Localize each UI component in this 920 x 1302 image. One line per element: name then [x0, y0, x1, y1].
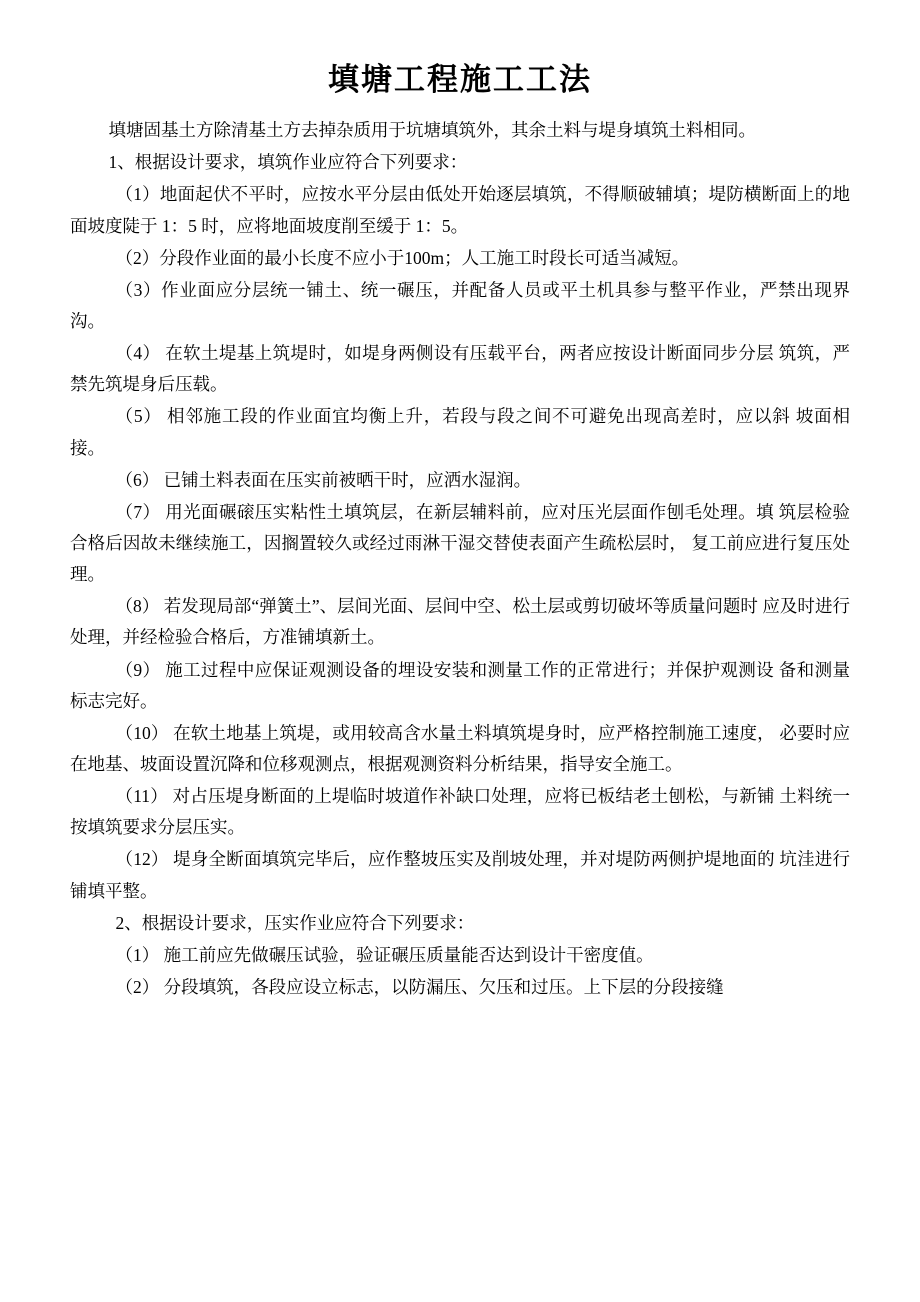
paragraph: 1、根据设计要求，填筑作业应符合下列要求：: [108, 152, 468, 173]
paragraph: （2） 分段填筑，各段应设立标志，以防漏压、欠压和过压。上下层的分段接缝: [115, 976, 724, 997]
paragraph: （2）分段作业面的最小长度不应小于100m；人工施工时段长可适当减短。: [115, 247, 690, 268]
paragraph: （8） 若发现局部“弹簧土”、层间光面、层间中空、松土层或剪切破坏等质量问题时 应及时进行处理，并经检验合格后，方准铺填新土。: [70, 596, 850, 648]
paragraph: （10） 在软土地基上筑堤，或用较高含水量土料填筑堤身时，应严格控制施工速度， 必要时应在地基、坡面设置沉降和位移观测点，根据观测资料分析结果，指导安全施工。: [70, 722, 850, 774]
document-body: [70, 115, 850, 1003]
paragraph: （12） 堤身全断面填筑完毕后，应作整坡压实及削坡处理，并对堤防两侧护堤地面的 坑洼进行铺填平整。: [70, 849, 850, 901]
paragraph: （6） 已铺土料表面在压实前被晒干时，应洒水湿润。: [115, 469, 532, 490]
paragraph: （3）作业面应分层统一铺土、统一碾压，并配备人员或平土机具参与整平作业，严禁出现界沟。: [70, 279, 850, 332]
page-title: 填塘工程施工工法: [328, 62, 592, 98]
paragraph: （9） 施工过程中应保证观测设备的埋设安装和测量工作的正常进行；并保护观测设 备和测量标志完好。: [70, 659, 850, 711]
paragraph: （1）地面起伏不平时，应按水平分层由低处开始逐层填筑，不得顺破辅填；堤防横断面上的地面坡度陡于 1：5 时，应将地面坡度削至缓于 1：5。: [70, 184, 850, 236]
paragraph: （11） 对占压堤身断面的上堤临时坡道作补缺口处理，应将已板结老土刨松，与新铺 土料统一按填筑要求分层压实。: [70, 786, 850, 838]
paragraph: （5） 相邻施工段的作业面宜均衡上升，若段与段之间不可避免出现高差时，应以斜 坡面相接。: [70, 406, 850, 458]
paragraph: 填塘固基土方除清基土方去掉杂质用于坑塘填筑外，其余土料与堤身填筑土料相同。: [108, 120, 756, 141]
paragraph: （1） 施工前应先做碾压试验，验证碾压质量能否达到设计干密度值。: [115, 944, 654, 965]
paragraph: （4） 在软土堤基上筑堤时，如堤身两侧设有压载平台，两者应按设计断面同步分层 筑筑，严禁先筑堤身后压载。: [70, 343, 850, 395]
paragraph: （7） 用光面碾磙压实粘性土填筑层，在新层辅料前，应对压光层面作刨毛处理。填 筑层检验合格后因故未继续施工，因搁置较久或经过雨淋干湿交替使表面产生疏松层时， 复工前应进行复压处理。: [70, 501, 850, 585]
paragraph: 2、根据设计要求，压实作业应符合下列要求：: [115, 912, 475, 933]
